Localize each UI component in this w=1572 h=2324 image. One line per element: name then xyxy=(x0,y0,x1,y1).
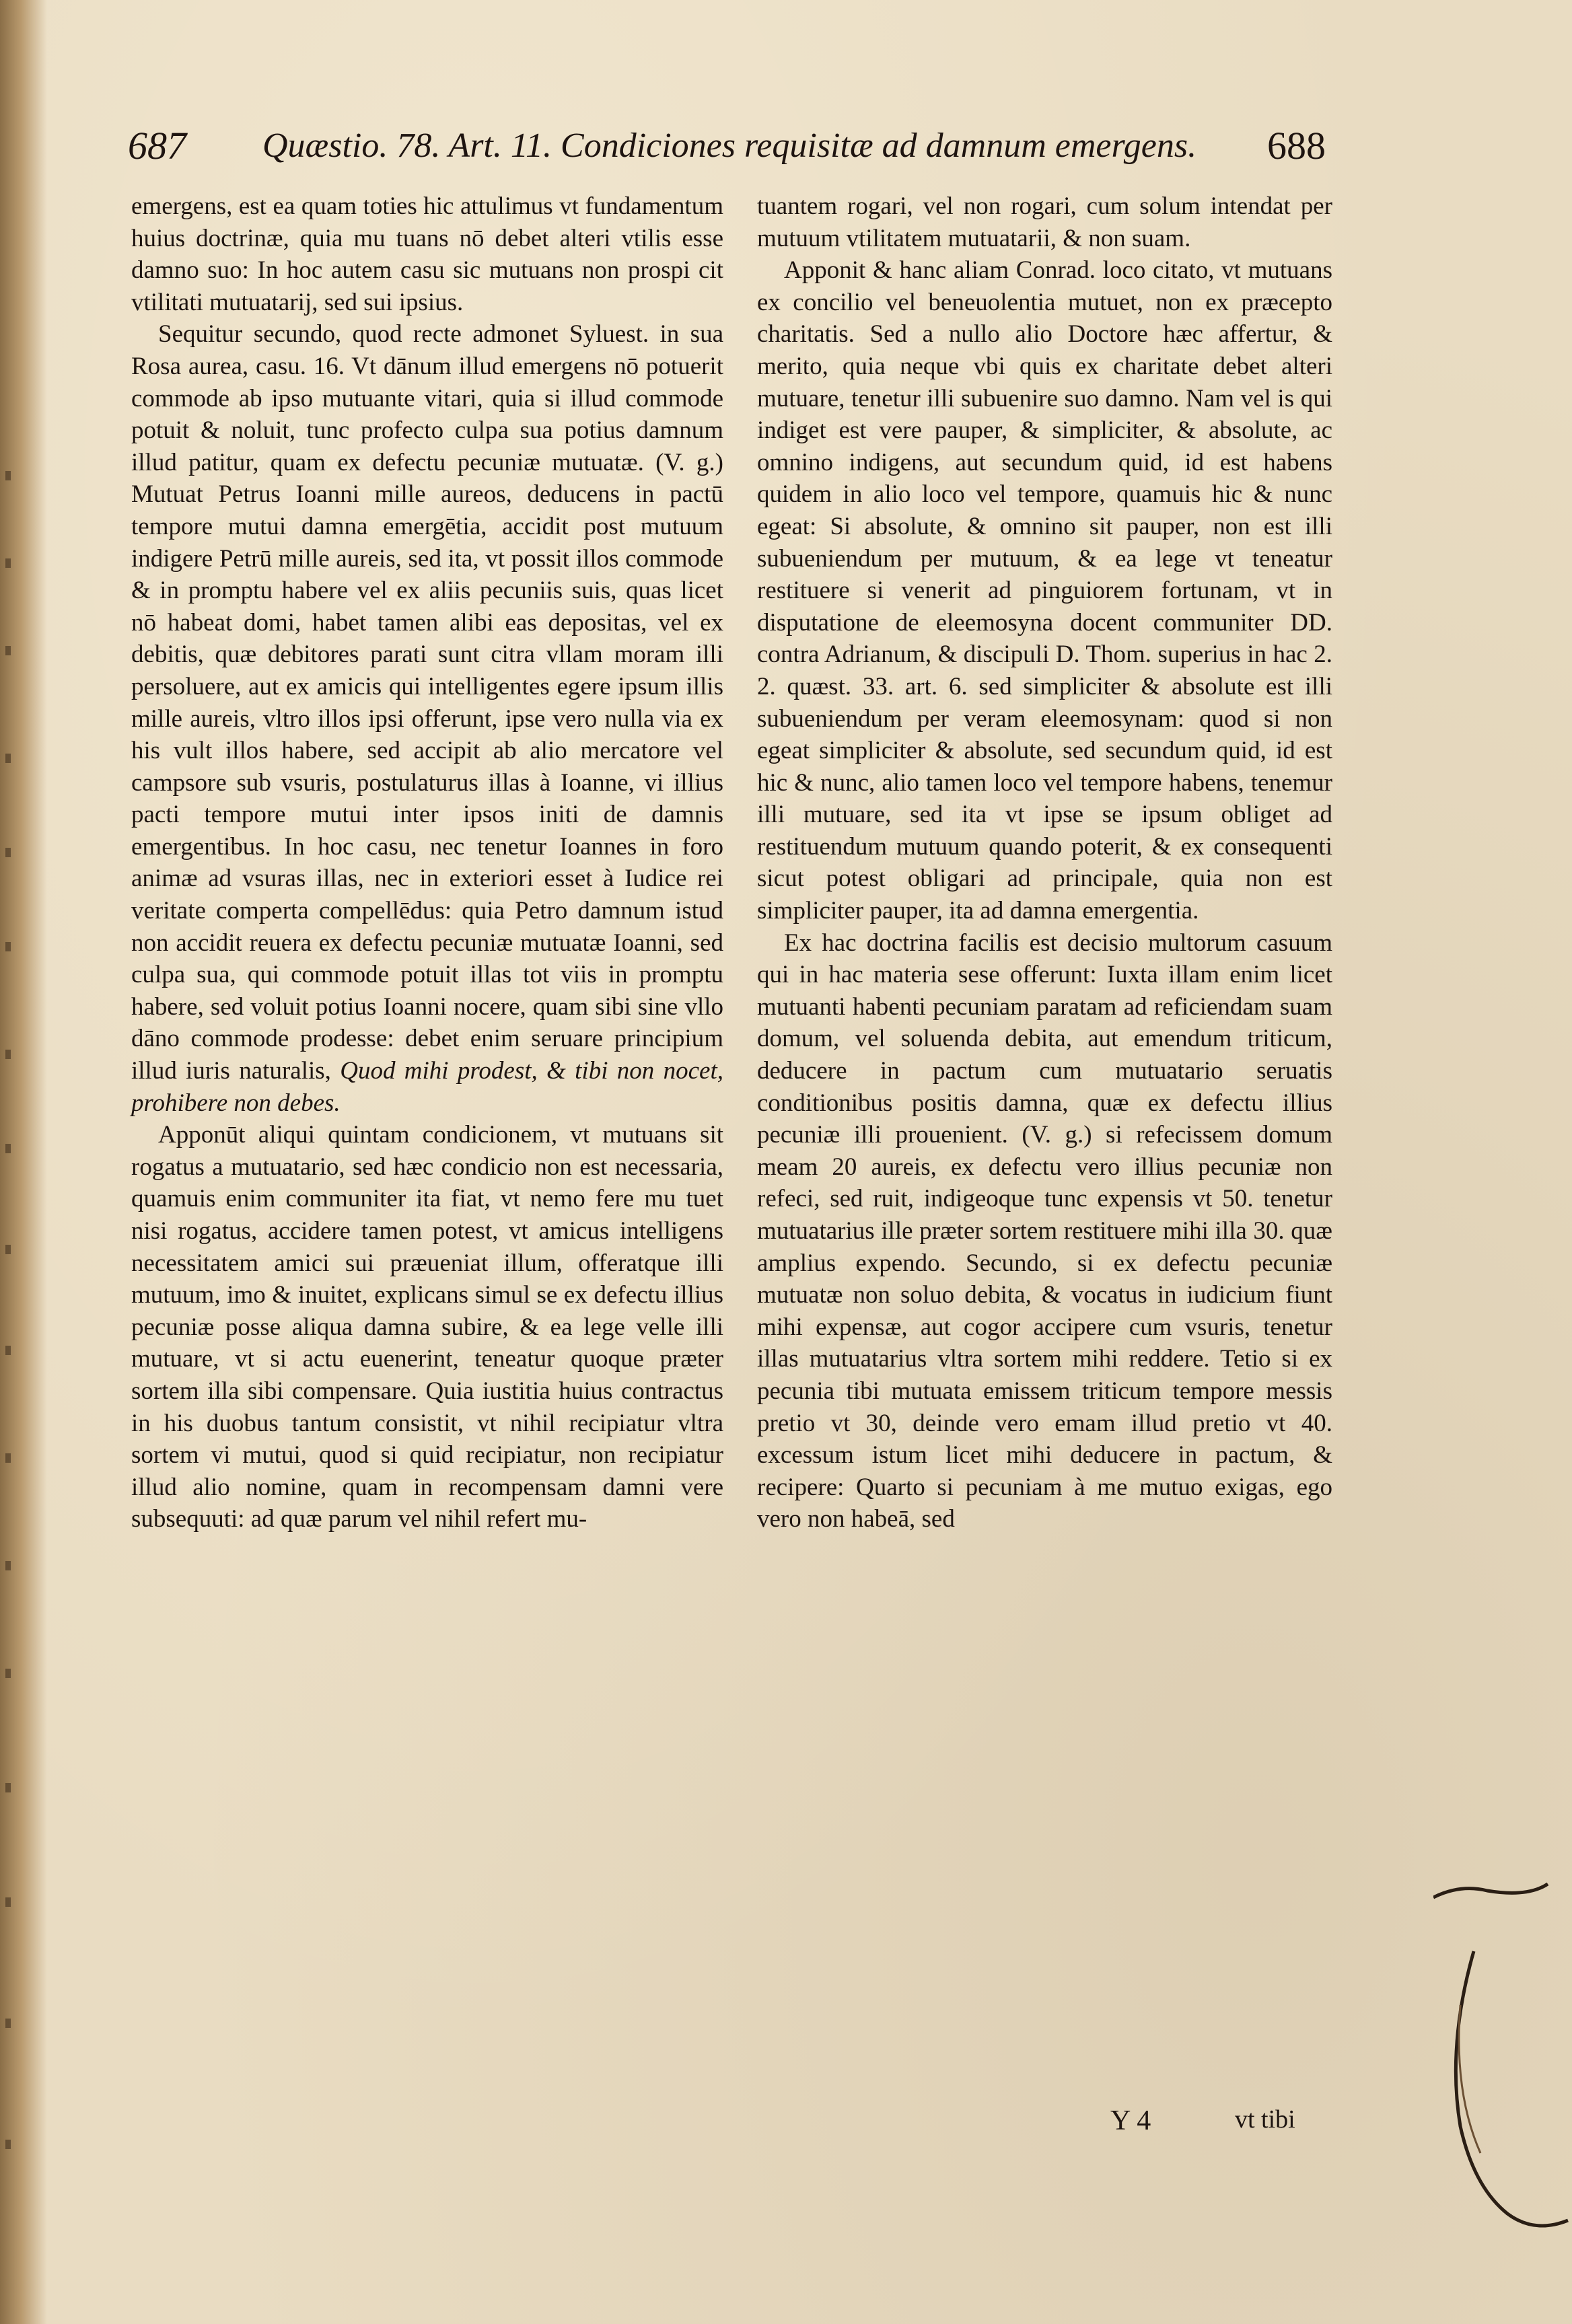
page-clip-icon xyxy=(1433,1871,1572,2247)
signature-mark: Y 4 xyxy=(1110,2105,1151,2136)
paragraph: emergens, est ea quam toties hic attulimus vt fundamentum huius doctrinæ, quia mu tuans nō debet alteri vtilis esse damno suo: In hoc autem casu sic mutuans non prospi cit vtilitati mutuatarij, sed sui ipsius. xyxy=(131,192,723,316)
page-header xyxy=(128,116,1326,183)
left-text-column xyxy=(131,190,723,1535)
paragraph: Sequitur secundo, quod recte admonet Syluest. in sua Rosa aurea, casu. 16. Vt dānum illud emergens nō potuerit commode ab ipso mutuante vitari, quia si illud commode potuit & noluit, tunc profecto culpa sua potius damnum illud patitur, quam ex defectu pecuniæ mutuatæ. (V. g.) Mutuat Petrus Ioanni mille aureos, deducens in pactū tempore mutui damna emergētia, accidit post mutuum indigere Petrū mille aureis, sed ita, vt possit illos commode & in promptu habere vel ex aliis pecuniis suis, quas licet nō habeat domi, habet tamen alibi eas depositas, vel ex debitis, quæ debitores parati sunt citra vllam moram illi persoluere, aut ex amicis qui intelligentes egere ipsum illis mille aureis, vltro illos ipsi offerunt, ipse vero nulla via ex his vult illos habere, sed accipit ab alio mercatore vel campsore sub vsuris, postulaturus illas à Ioanne, vi illius pacti tempore mutui inter ipsos initi de damnis emergentibus. In hoc casu, nec tenetur Ioannes in foro animæ ad vsuras illas, nec in exteriori esset à Iudice rei veritate comperta compellēdus: quia Petro damnum istud non accidit reuera ex defectu pecuniæ mutuatæ Ioanni, sed culpa sua, qui commode potuit illas tot viis in promptu habere, sed voluit potius Ioanni nocere, quam sibi sine vllo dāno commode prodesse: debet enim seruare principium illud iuris naturalis, Quod mihi prodest, & tibi non nocet, prohibere non debes. xyxy=(131,320,724,1117)
paragraph: Apponit & hanc aliam Conrad. loco citato, vt mutuans ex concilio vel beneuolentia mutuet, non ex præcepto charitatis. Sed a nullo alio Doctore hæc affertur, & merito, quia neque vbi quis ex charitate debet alteri mutuare, tenetur illi subuenire suo damno. Nam vel is qui indiget est vere pauper, & simpliciter, & absolute, ac omnino indigens, aut secundum quid, id est habens quidem in alio loco vel tempore, quamuis hic & nunc egeat: Si absolute, & omnino sit pauper, non est illi subueniendum per mutuum, & ea lege vt teneatur restituere si venerit ad pinguiorem fortunam, vt in disputatione de eleemosyna docent communiter DD. contra Adrianum, & discipuli D. Thom. superius in hac 2. 2. quæst. 33. art. 6. sed simpliciter & absolute est illi subueniendum per veram eleemosynam: quod si non egeat simpliciter & absolute, sed secundum quid, id est hic & nunc, alio tamen loco vel tempore habens, tenemur illi mutuare, sed ita vt ipse se ipsum obliget ad restituendum mutuum quando poterit, & ex consequenti sicut potest obligari ad principale, quia non est simpliciter pauper, ita ad damna emergentia. xyxy=(757,256,1332,925)
paragraph: Apponūt aliqui quintam condicionem, vt mutuans sit rogatus a mutuatario, sed hæc condicio non est necessaria, quamuis enim communiter ita fiat, vt nemo fere mu tuet nisi rogatus, accidere tamen potest, vt amicus intelligens necessitatem amici sui præueniat illum, offeratque illi mutuum, imo & inuitet, explicans simul se ex defectu illius pecuniæ posse aliqua damna subire, & ea lege velle illi mutuare, vt si actu euenerint, teneatur quoque præter sortem illa sibi compensare. Quia iustitia huius contractus in his duobus tantum consistit, vt nihil recipiatur vltra sortem vi mutui, quod si quid recipiatur, non recipiatur illud alio nomine, quam in recompensam damni vere subsequuti: ad quæ parum vel nihil refert mu- xyxy=(131,1121,723,1533)
right-text-column xyxy=(757,190,1332,1535)
left-page-number: 687 xyxy=(128,124,186,168)
catchword: vt tibi xyxy=(1235,2105,1295,2134)
paragraph: tuantem rogari, vel non rogari, cum solum intendat per mutuum vtilitatem mutuatarii, & non suam. xyxy=(757,192,1332,252)
right-page-number: 688 xyxy=(1267,124,1326,168)
margin-marks xyxy=(5,471,19,2220)
paragraph: Ex hac doctrina facilis est decisio multorum casuum qui in hac materia sese offerunt: Iuxta illam enim licet mutuanti habenti pecuniam paratam ad reficiendam suam domum, vel soluenda debita, aut emendum triticum, deducere in pactum cum mutuatario seruatis conditionibus positis damna, quæ ex defectu illius pecuniæ illi prouenient. (V. g.) si refecissem domum meam 20 aureis, ex defectu vero illius pecuniæ non refeci, sed ruit, indigeoque tunc expensis vt 50. tenetur mutuatarius ille præter sortem restituere mihi illa 30. quæ amplius expendo. Secundo, si ex defectu pecuniæ mutuatæ non soluo debita, & vocatus in iudicium fiunt mihi expensæ, aut cogor accipere cum vsuris, tenetur illas mutuatarius vltra sortem mihi reddere. Tetio si ex pecunia tibi mutuata emissem triticum tempore messis pretio vt 30, deinde vero emam illud pretio vt 40. excessum istum licet mihi deducere in pactum, & recipere: Quarto si pecuniam à me mutuo exigas, ego vero non habeā, sed xyxy=(757,929,1332,1533)
running-title: Quæstio. 78. Art. 11. Condiciones requisitæ ad damnum emergens. xyxy=(262,126,1197,165)
legal-maxim: Quod mihi prodest, & tibi non nocet, prohibere non debes. xyxy=(131,1057,724,1117)
